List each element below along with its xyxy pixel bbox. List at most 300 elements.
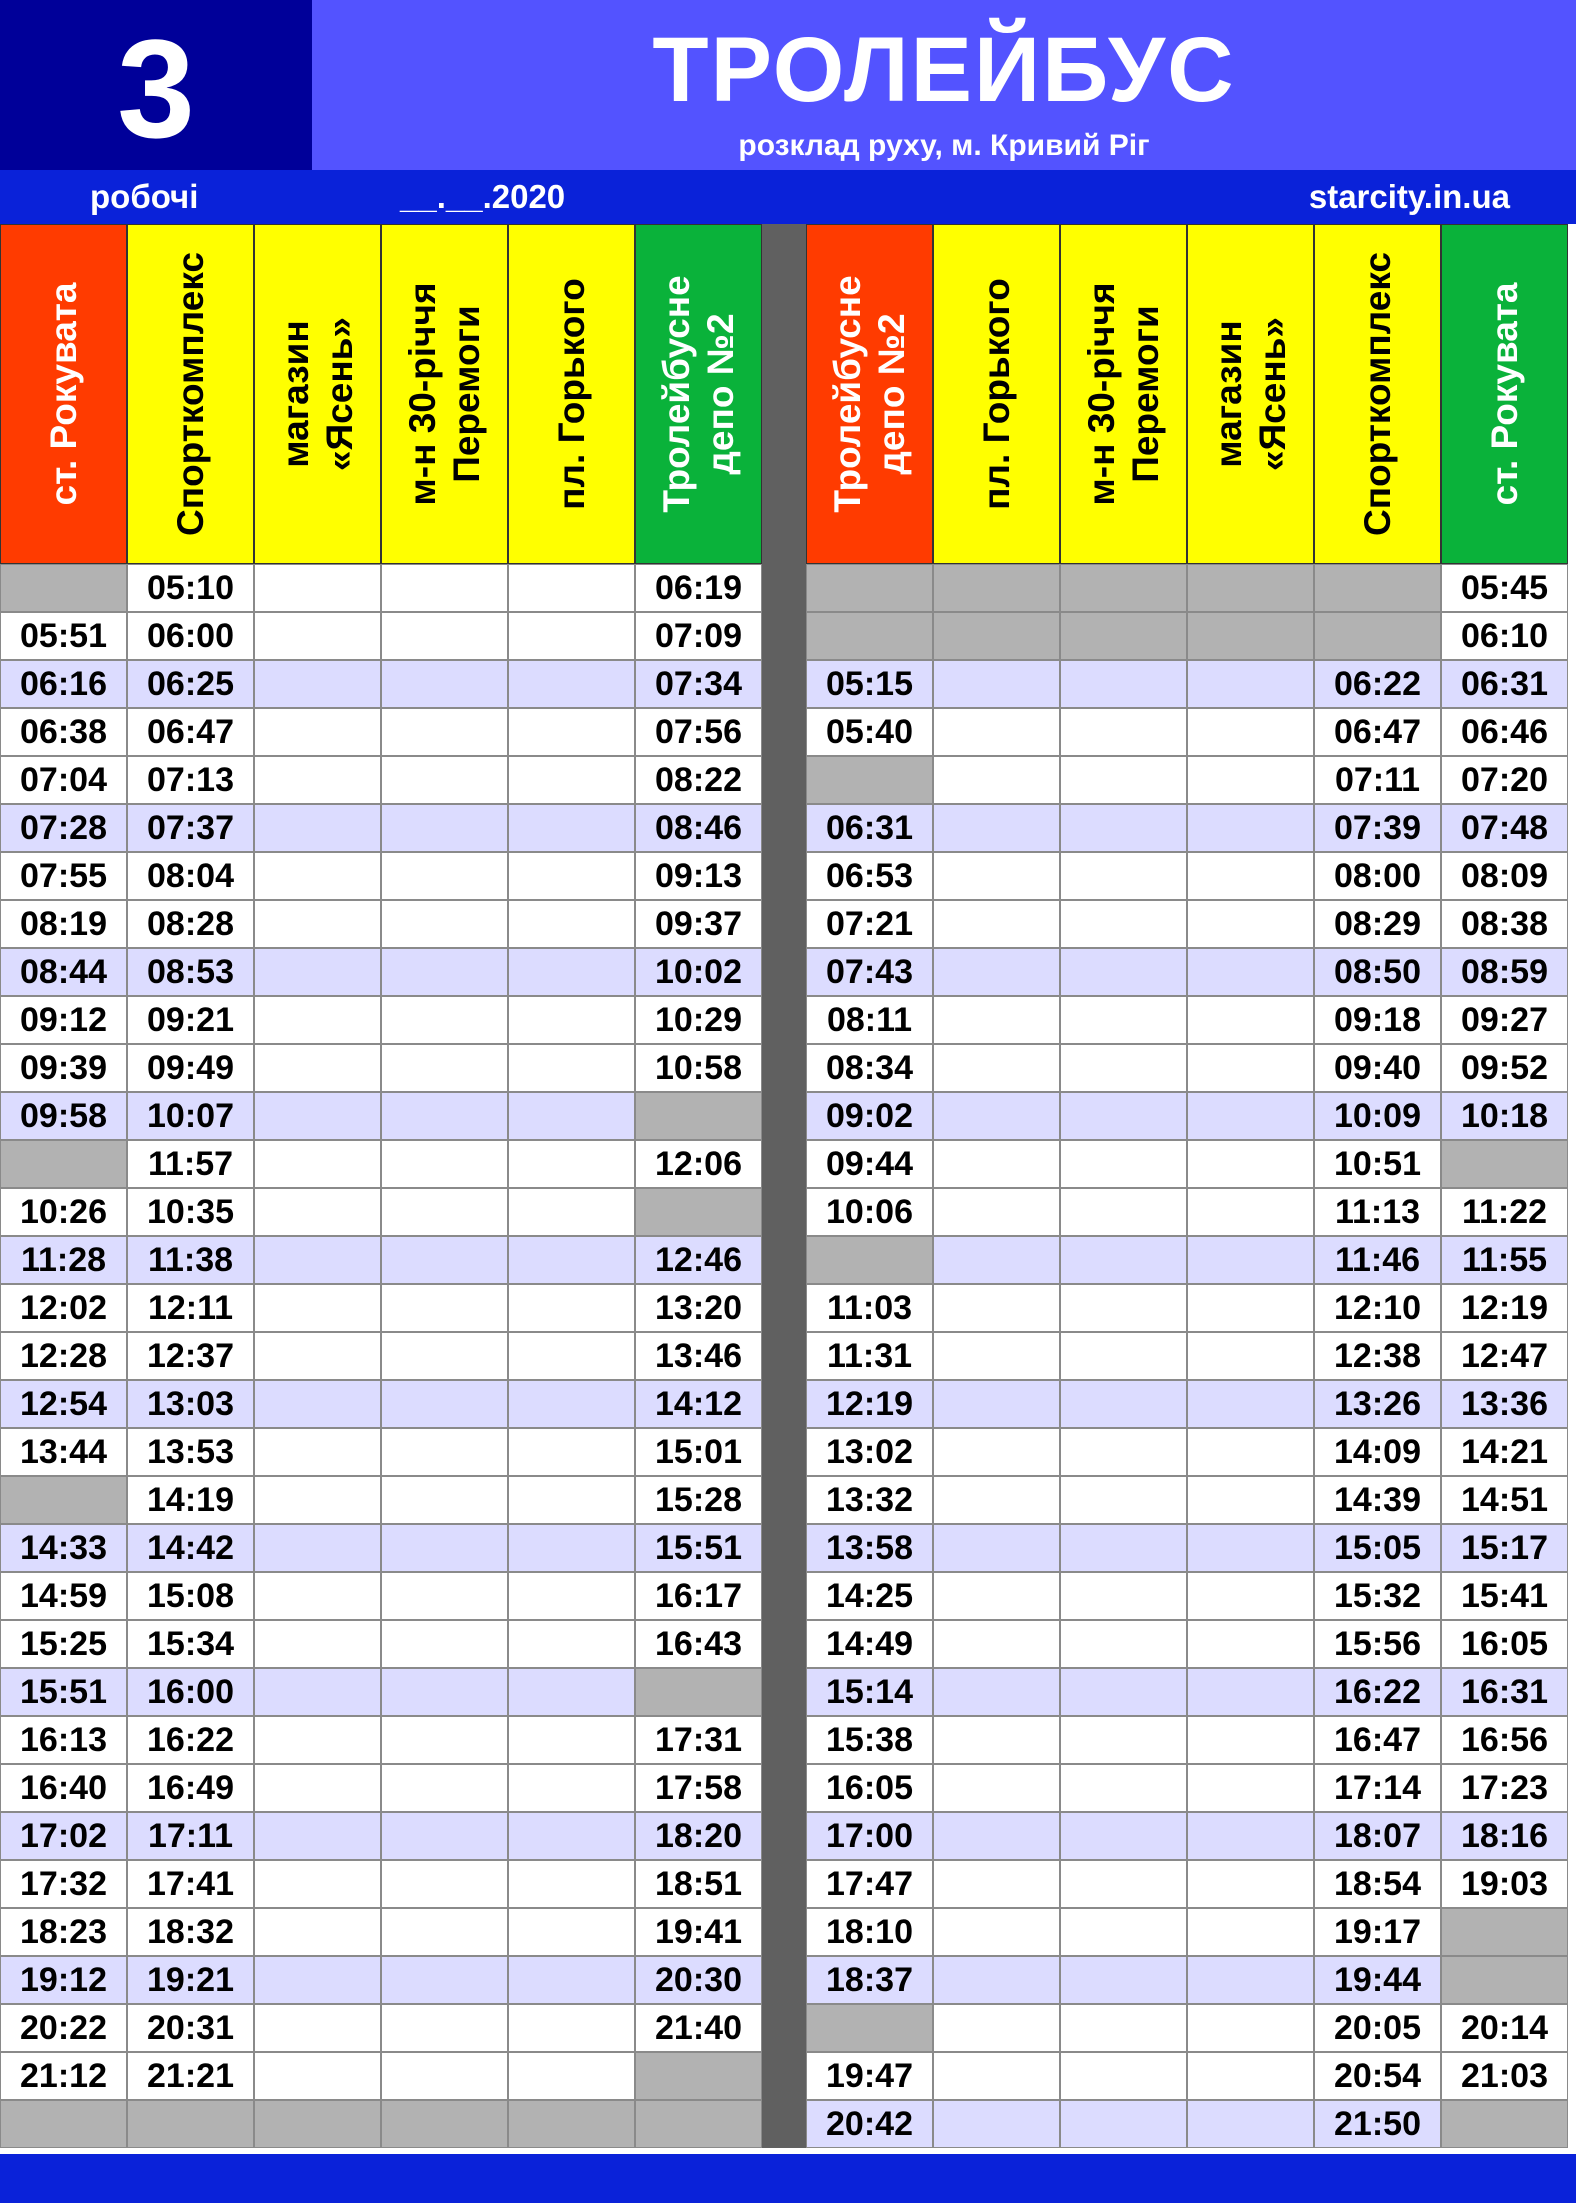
time-cell: 14:39 (1314, 1476, 1441, 1524)
time-cell: 15:38 (806, 1716, 933, 1764)
time-cell: 06:10 (1441, 612, 1568, 660)
no-service-cell (254, 2100, 381, 2148)
time-cell: 13:58 (806, 1524, 933, 1572)
time-cell: 14:59 (0, 1572, 127, 1620)
time-cell (508, 1380, 635, 1428)
stop-name: пл. Горького (550, 278, 592, 510)
time-cell: 10:58 (635, 1044, 762, 1092)
time-cell: 09:52 (1441, 1044, 1568, 1092)
no-service-cell (635, 1092, 762, 1140)
time-cell (508, 948, 635, 996)
time-cell: 16:40 (0, 1764, 127, 1812)
time-cell (381, 612, 508, 660)
time-cell: 05:15 (806, 660, 933, 708)
time-cell: 08:09 (1441, 852, 1568, 900)
time-cell: 17:41 (127, 1860, 254, 1908)
time-cell: 14:25 (806, 1572, 933, 1620)
time-cell (508, 852, 635, 900)
no-service-cell (933, 564, 1060, 612)
time-cell: 07:48 (1441, 804, 1568, 852)
time-cell (254, 1332, 381, 1380)
time-cell (508, 1764, 635, 1812)
time-cell (933, 1908, 1060, 1956)
time-cell: 07:28 (0, 804, 127, 852)
time-cell: 07:11 (1314, 756, 1441, 804)
time-cell (1187, 1908, 1314, 1956)
stop-name: ст. Рокувата (1483, 282, 1525, 506)
time-cell (1060, 1140, 1187, 1188)
stop-name: ст. Рокувата (42, 282, 84, 506)
time-cell: 05:40 (806, 708, 933, 756)
time-cell (508, 1668, 635, 1716)
time-cell: 06:00 (127, 612, 254, 660)
time-cell: 15:17 (1441, 1524, 1568, 1572)
time-cell: 06:22 (1314, 660, 1441, 708)
time-cell: 19:12 (0, 1956, 127, 2004)
time-cell (933, 996, 1060, 1044)
time-cell: 10:07 (127, 1092, 254, 1140)
no-service-cell (1441, 1908, 1568, 1956)
time-cell (508, 1428, 635, 1476)
time-cell (1060, 2052, 1187, 2100)
time-cell (1187, 1380, 1314, 1428)
time-cell: 08:04 (127, 852, 254, 900)
time-cell: 11:13 (1314, 1188, 1441, 1236)
time-cell (1187, 1044, 1314, 1092)
time-cell (1187, 756, 1314, 804)
time-cell: 13:32 (806, 1476, 933, 1524)
time-cell (381, 1476, 508, 1524)
stop-name: Тролейбусне депо №2 (655, 275, 741, 513)
time-cell: 06:38 (0, 708, 127, 756)
time-cell (1060, 1908, 1187, 1956)
time-cell (1187, 1476, 1314, 1524)
time-cell (254, 1812, 381, 1860)
time-cell (254, 1668, 381, 1716)
time-cell: 08:29 (1314, 900, 1441, 948)
no-service-cell (1187, 564, 1314, 612)
time-cell: 19:21 (127, 1956, 254, 2004)
time-cell: 21:40 (635, 2004, 762, 2052)
time-cell (1187, 1332, 1314, 1380)
time-cell: 12:11 (127, 1284, 254, 1332)
time-cell: 21:50 (1314, 2100, 1441, 2148)
time-cell (508, 1284, 635, 1332)
time-cell: 11:22 (1441, 1188, 1568, 1236)
time-cell (1187, 804, 1314, 852)
time-cell (381, 996, 508, 1044)
time-cell: 14:33 (0, 1524, 127, 1572)
time-cell (933, 1956, 1060, 2004)
time-cell: 09:21 (127, 996, 254, 1044)
no-service-cell (1314, 612, 1441, 660)
time-cell: 07:20 (1441, 756, 1568, 804)
time-cell (381, 1524, 508, 1572)
time-cell (1060, 1044, 1187, 1092)
no-service-cell (806, 1236, 933, 1284)
time-cell: 16:56 (1441, 1716, 1568, 1764)
time-cell (933, 1332, 1060, 1380)
time-cell: 09:58 (0, 1092, 127, 1140)
time-cell: 16:47 (1314, 1716, 1441, 1764)
time-cell (381, 1572, 508, 1620)
time-cell: 14:51 (1441, 1476, 1568, 1524)
time-cell (381, 1092, 508, 1140)
time-cell (508, 1476, 635, 1524)
time-cell: 16:17 (635, 1572, 762, 1620)
time-cell (381, 1668, 508, 1716)
title-banner (312, 0, 1576, 170)
website-label: starcity.in.ua (1308, 178, 1510, 215)
time-cell (254, 852, 381, 900)
no-service-cell (806, 564, 933, 612)
time-cell: 12:02 (0, 1284, 127, 1332)
time-cell (254, 1908, 381, 1956)
time-cell: 09:02 (806, 1092, 933, 1140)
time-cell (254, 1476, 381, 1524)
time-cell: 06:31 (806, 804, 933, 852)
no-service-cell (1060, 612, 1187, 660)
no-service-cell (1441, 1140, 1568, 1188)
time-cell: 10:35 (127, 1188, 254, 1236)
stop-name: Тролейбусне депо №2 (826, 275, 912, 513)
time-cell: 12:46 (635, 1236, 762, 1284)
time-cell (1060, 900, 1187, 948)
time-cell (933, 1716, 1060, 1764)
time-cell (381, 2004, 508, 2052)
no-service-cell (381, 2100, 508, 2148)
time-cell: 17:02 (0, 1812, 127, 1860)
time-cell (1187, 900, 1314, 948)
time-cell: 13:53 (127, 1428, 254, 1476)
time-cell (254, 564, 381, 612)
time-cell (508, 612, 635, 660)
time-cell (1187, 1092, 1314, 1140)
time-cell: 15:08 (127, 1572, 254, 1620)
time-cell: 16:31 (1441, 1668, 1568, 1716)
time-cell (381, 1860, 508, 1908)
time-cell (508, 804, 635, 852)
time-cell (254, 1620, 381, 1668)
direction-divider (762, 224, 806, 2148)
time-cell (381, 1956, 508, 2004)
time-cell (381, 1188, 508, 1236)
time-cell (933, 660, 1060, 708)
time-cell (933, 948, 1060, 996)
time-cell: 13:36 (1441, 1380, 1568, 1428)
time-cell (254, 1044, 381, 1092)
time-cell (508, 1716, 635, 1764)
time-cell: 13:44 (0, 1428, 127, 1476)
time-cell (933, 1284, 1060, 1332)
time-cell (1060, 1956, 1187, 2004)
time-cell (508, 1140, 635, 1188)
time-cell (933, 756, 1060, 804)
time-cell: 16:13 (0, 1716, 127, 1764)
time-cell: 18:10 (806, 1908, 933, 1956)
time-cell: 09:27 (1441, 996, 1568, 1044)
no-service-cell (0, 1476, 127, 1524)
time-cell: 07:37 (127, 804, 254, 852)
time-cell (508, 708, 635, 756)
stop-name: м-н 30-річчя Перемоги (401, 282, 487, 506)
time-cell: 20:31 (127, 2004, 254, 2052)
time-cell (254, 1428, 381, 1476)
time-cell: 18:23 (0, 1908, 127, 1956)
time-cell: 10:26 (0, 1188, 127, 1236)
time-cell (508, 1092, 635, 1140)
backward-stop-header (933, 224, 1060, 564)
stop-name: Спорткомплекс (1356, 252, 1398, 536)
time-cell (1060, 1428, 1187, 1476)
time-cell: 12:19 (1441, 1284, 1568, 1332)
time-cell (381, 1716, 508, 1764)
time-cell: 05:51 (0, 612, 127, 660)
time-cell (1060, 852, 1187, 900)
time-cell (1060, 996, 1187, 1044)
time-cell: 11:55 (1441, 1236, 1568, 1284)
time-cell (254, 1956, 381, 2004)
time-cell (1187, 1956, 1314, 2004)
time-cell (254, 2052, 381, 2100)
time-cell (1060, 708, 1187, 756)
time-cell: 05:45 (1441, 564, 1568, 612)
time-cell: 20:54 (1314, 2052, 1441, 2100)
stop-name: м-н 30-річчя Перемоги (1080, 282, 1166, 506)
time-cell (254, 612, 381, 660)
time-cell (508, 564, 635, 612)
time-cell: 08:28 (127, 900, 254, 948)
time-cell (1060, 1668, 1187, 1716)
time-cell (1060, 1092, 1187, 1140)
time-cell: 18:54 (1314, 1860, 1441, 1908)
time-cell: 06:53 (806, 852, 933, 900)
backward-stop-header (1187, 224, 1314, 564)
no-service-cell (806, 756, 933, 804)
no-service-cell (1441, 2100, 1568, 2148)
time-cell: 16:43 (635, 1620, 762, 1668)
time-cell: 06:19 (635, 564, 762, 612)
time-cell: 09:39 (0, 1044, 127, 1092)
time-cell (1187, 2100, 1314, 2148)
time-cell (254, 708, 381, 756)
time-cell: 19:03 (1441, 1860, 1568, 1908)
time-cell (508, 1620, 635, 1668)
time-cell (508, 1812, 635, 1860)
time-cell (1187, 1620, 1314, 1668)
time-cell: 09:44 (806, 1140, 933, 1188)
time-cell (1187, 996, 1314, 1044)
time-cell (1060, 804, 1187, 852)
time-cell (933, 708, 1060, 756)
time-cell (254, 804, 381, 852)
time-cell (381, 1140, 508, 1188)
date-label: __.__.2020 (400, 178, 566, 215)
time-cell: 11:31 (806, 1332, 933, 1380)
no-service-cell (806, 2004, 933, 2052)
time-cell: 12:37 (127, 1332, 254, 1380)
no-service-cell (933, 612, 1060, 660)
time-cell: 09:18 (1314, 996, 1441, 1044)
time-cell (1187, 1572, 1314, 1620)
time-cell (381, 852, 508, 900)
time-cell (1060, 1812, 1187, 1860)
time-cell (254, 1284, 381, 1332)
time-cell: 15:32 (1314, 1572, 1441, 1620)
no-service-cell (127, 2100, 254, 2148)
time-cell (933, 1572, 1060, 1620)
time-cell (933, 1188, 1060, 1236)
time-cell: 16:22 (127, 1716, 254, 1764)
time-cell (508, 1908, 635, 1956)
time-cell (1060, 1524, 1187, 1572)
time-cell: 06:47 (1314, 708, 1441, 756)
time-cell (1060, 1620, 1187, 1668)
forward-stop-header (254, 224, 381, 564)
time-cell (381, 1428, 508, 1476)
time-cell (933, 1476, 1060, 1524)
no-service-cell (0, 1140, 127, 1188)
time-cell (254, 1764, 381, 1812)
page-title: ТРОЛЕЙБУС (652, 19, 1236, 121)
time-cell (933, 1380, 1060, 1428)
time-cell: 15:05 (1314, 1524, 1441, 1572)
time-cell: 15:34 (127, 1620, 254, 1668)
time-cell (381, 1380, 508, 1428)
time-cell (1060, 1236, 1187, 1284)
time-cell (508, 1044, 635, 1092)
stop-name: магазин «Ясень» (274, 317, 360, 471)
time-cell: 08:00 (1314, 852, 1441, 900)
time-cell (1060, 1284, 1187, 1332)
time-cell (933, 1812, 1060, 1860)
time-cell: 18:37 (806, 1956, 933, 2004)
time-cell: 06:16 (0, 660, 127, 708)
time-cell (933, 1764, 1060, 1812)
time-cell: 07:56 (635, 708, 762, 756)
time-cell (381, 1908, 508, 1956)
time-cell (1187, 1812, 1314, 1860)
time-cell: 15:01 (635, 1428, 762, 1476)
no-service-cell (1441, 1956, 1568, 2004)
time-cell: 16:22 (1314, 1668, 1441, 1716)
time-cell: 11:03 (806, 1284, 933, 1332)
time-cell (1187, 1716, 1314, 1764)
time-cell (381, 660, 508, 708)
page-subtitle: розклад руху, м. Кривий Ріг (738, 129, 1150, 162)
time-cell (508, 2052, 635, 2100)
time-cell: 12:19 (806, 1380, 933, 1428)
time-cell (933, 900, 1060, 948)
time-cell (1187, 1428, 1314, 1476)
forward-stop-header (0, 224, 127, 564)
time-cell: 08:50 (1314, 948, 1441, 996)
time-cell (1060, 2004, 1187, 2052)
time-cell: 07:55 (0, 852, 127, 900)
stop-name: пл. Горького (975, 278, 1017, 510)
time-cell (381, 1284, 508, 1332)
time-cell (381, 1044, 508, 1092)
bottom-bar (0, 2154, 1576, 2203)
time-cell: 16:05 (806, 1764, 933, 1812)
time-cell: 12:54 (0, 1380, 127, 1428)
time-cell: 18:20 (635, 1812, 762, 1860)
time-cell: 08:11 (806, 996, 933, 1044)
time-cell (933, 1092, 1060, 1140)
time-cell: 18:51 (635, 1860, 762, 1908)
route-number-box (0, 0, 312, 170)
time-cell: 11:28 (0, 1236, 127, 1284)
time-cell (1187, 1284, 1314, 1332)
time-cell: 18:07 (1314, 1812, 1441, 1860)
no-service-cell (806, 612, 933, 660)
time-cell (254, 1092, 381, 1140)
time-cell (933, 1044, 1060, 1092)
time-cell (1187, 1860, 1314, 1908)
time-cell (254, 2004, 381, 2052)
no-service-cell (0, 564, 127, 612)
time-cell: 10:09 (1314, 1092, 1441, 1140)
time-cell: 13:02 (806, 1428, 933, 1476)
time-cell (1187, 2004, 1314, 2052)
time-cell: 11:57 (127, 1140, 254, 1188)
time-cell (1187, 1668, 1314, 1716)
time-cell: 06:25 (127, 660, 254, 708)
time-cell (254, 1524, 381, 1572)
time-cell: 06:31 (1441, 660, 1568, 708)
time-cell: 10:02 (635, 948, 762, 996)
time-cell (381, 948, 508, 996)
time-cell: 08:19 (0, 900, 127, 948)
time-cell: 10:18 (1441, 1092, 1568, 1140)
route-number: 3 (117, 10, 195, 167)
time-cell (381, 1620, 508, 1668)
time-cell: 20:42 (806, 2100, 933, 2148)
time-cell: 10:51 (1314, 1140, 1441, 1188)
time-cell: 12:38 (1314, 1332, 1441, 1380)
time-cell (933, 804, 1060, 852)
time-cell (933, 2052, 1060, 2100)
time-cell (508, 660, 635, 708)
time-cell: 20:14 (1441, 2004, 1568, 2052)
time-cell: 05:10 (127, 564, 254, 612)
time-cell (381, 900, 508, 948)
time-cell (254, 660, 381, 708)
time-cell: 15:14 (806, 1668, 933, 1716)
no-service-cell (0, 2100, 127, 2148)
stop-name: Спорткомплекс (169, 252, 211, 536)
time-cell (1187, 1236, 1314, 1284)
time-cell: 13:46 (635, 1332, 762, 1380)
time-cell: 13:03 (127, 1380, 254, 1428)
time-cell: 08:46 (635, 804, 762, 852)
time-cell: 08:22 (635, 756, 762, 804)
time-cell (508, 1860, 635, 1908)
time-cell (1187, 948, 1314, 996)
time-cell: 15:41 (1441, 1572, 1568, 1620)
time-cell (254, 900, 381, 948)
time-cell: 14:19 (127, 1476, 254, 1524)
stop-name: магазин «Ясень» (1207, 317, 1293, 471)
time-cell (254, 1380, 381, 1428)
time-cell (381, 1812, 508, 1860)
time-cell (1187, 1764, 1314, 1812)
no-service-cell (635, 2052, 762, 2100)
time-cell (933, 2004, 1060, 2052)
time-cell (254, 948, 381, 996)
time-cell: 17:32 (0, 1860, 127, 1908)
time-cell: 19:17 (1314, 1908, 1441, 1956)
